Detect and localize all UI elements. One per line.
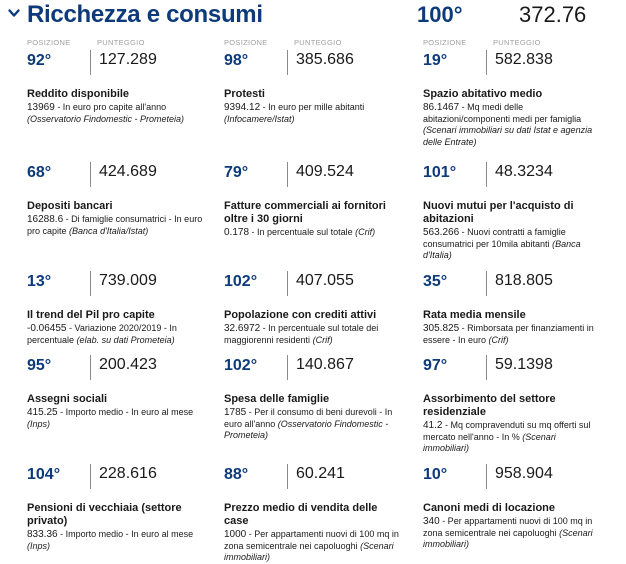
indicator-rank: 97° [423,357,448,374]
indicator-name: Pensioni di vecchiaia (settore privato) [27,502,182,527]
indicator-value: 305.825 [423,323,460,334]
score-label: PUNTEGGIO [97,38,145,47]
indicator-description [27,102,207,125]
indicator-score: 59.1398 [495,356,553,373]
indicator-score: 228.616 [99,465,157,482]
indicator-value: 16288.6 [27,214,64,225]
indicator-score: 200.423 [99,356,157,373]
position-label: POSIZIONE [423,38,467,47]
indicator-source: (Osservatorio Findomestic - Prometeia) [27,113,185,124]
indicator-rank: 10° [423,466,448,483]
indicator-rank: 92° [27,52,52,69]
indicator-rank: 68° [27,164,52,181]
score-label: PUNTEGGIO [294,38,342,47]
indicator-value: 833.36 [27,529,58,540]
indicator-unit: - Di famiglie consumatrici - In euro pro capite [27,214,203,236]
divider [287,50,288,75]
overall-rank: 100° [417,2,463,27]
overall-score: 372.76 [519,2,587,27]
indicator-description [423,420,603,455]
indicator-name: Assorbimento del settore residenziale [423,393,556,418]
indicator-unit: - In euro pro capite all'anno [54,102,167,112]
divider [90,50,91,75]
indicator-source: (Crif) [355,227,376,237]
indicator-source: (Banca d'Italia/Istat) [69,225,149,236]
indicator-card [224,259,404,346]
indicator-source: (Crif) [312,334,333,345]
divider [486,271,487,296]
indicator-description [224,227,404,239]
divider [90,162,91,187]
indicator-score: 140.867 [296,356,354,373]
indicator-score: 958.904 [495,465,553,482]
indicator-card [423,343,603,455]
indicator-description [27,407,207,430]
indicator-card [224,150,404,239]
indicator-card [27,150,207,237]
indicator-rank: 104° [27,466,61,483]
indicator-name: Rata media mensile [423,309,526,321]
indicator-name: Depositi bancari [27,200,113,212]
indicator-rank: 102° [224,357,258,374]
indicator-source: (Scenari immobiliari) [224,540,394,562]
chevron-down-icon[interactable] [8,8,20,18]
indicator-value: 0.178 [224,227,250,238]
indicator-rank: 19° [423,52,448,69]
indicator-score: 407.055 [296,272,354,289]
indicator-description [27,529,207,552]
indicator-description [224,102,404,125]
position-label: POSIZIONE [27,38,71,47]
indicator-rank: 102° [224,273,258,290]
indicator-source: (Infocamere/Istat) [224,113,295,124]
divider [287,355,288,380]
indicator-name: Fatture commerciali ai fornitori oltre i 30 giorni [224,200,386,225]
indicator-unit: - Importo medio - In euro al mese [57,529,194,539]
indicator-unit: - Rimborsata per finanziamenti in essere - In euro [423,323,594,345]
indicator-card [27,38,207,125]
indicator-description [423,102,603,148]
indicator-card [423,38,603,148]
indicator-value: 1785 [224,407,247,418]
indicator-unit: - Mq medi delle abitazioni/componenti medi per famiglia [423,102,582,124]
indicator-score: 127.289 [99,51,157,68]
indicator-value: 9394.12 [224,102,261,113]
indicator-card [423,259,603,346]
divider [90,464,91,489]
indicator-rank: 79° [224,164,249,181]
indicator-name: Assegni sociali [27,393,108,405]
indicator-score: 739.009 [99,272,157,289]
indicator-unit: - Mq compravenduti su mq offerti sul mercato nell'anno - In % [423,420,591,442]
indicator-value: -0.06455 [27,323,67,334]
indicator-card [27,259,207,346]
indicator-value: 1000 [224,529,247,540]
indicator-name: Canoni medi di locazione [423,502,556,514]
indicator-source: (elab. su dati Prometeia) [76,334,175,345]
indicator-score: 48.3234 [495,163,553,180]
indicator-unit: - Nuovi contratti a famiglie consumatrici per 10mila abitanti [423,227,566,249]
divider [287,271,288,296]
indicator-value: 86.1467 [423,102,460,113]
indicator-score: 385.686 [296,51,354,68]
indicator-name: Spazio abitativo medio [423,88,543,100]
indicator-name: Reddito disponibile [27,88,130,100]
indicator-value: 415.25 [27,407,58,418]
indicator-value: 41.2 [423,420,443,431]
indicator-source: (Crif) [488,334,509,345]
indicator-unit: - Variazione 2020/2019 - In percentuale [27,323,177,345]
indicator-score: 409.524 [296,163,354,180]
divider [486,162,487,187]
indicator-card [224,343,404,442]
indicator-source: (Scenari immobiliari su dati Istat e agenzia delle Entrate) [423,125,593,147]
section-title: Ricchezza e consumi [27,1,263,28]
indicator-description [423,516,603,551]
indicator-rank: 13° [27,273,52,290]
indicator-name: Prezzo medio di vendita delle case [224,502,378,527]
divider [486,464,487,489]
indicator-source: (Scenari immobiliari) [423,527,593,549]
indicator-rank: 35° [423,273,448,290]
indicator-card [423,150,603,262]
indicator-unit: - Per appartamenti nuovi di 100 mq in zona semicentrale nei capoluoghi [224,529,399,551]
indicator-description [224,407,404,442]
divider [486,50,487,75]
divider [287,162,288,187]
indicator-unit: - Importo medio - In euro al mese [57,407,194,417]
indicator-source: (Banca d'Italia) [423,238,581,260]
indicator-card [224,38,404,125]
position-label: POSIZIONE [224,38,268,47]
indicator-source: (Scenari immobiliari) [423,431,556,453]
indicator-source: (Osservatorio Findomestic - Prometeia) [224,418,389,440]
score-label: PUNTEGGIO [493,38,541,47]
indicator-score: 60.241 [296,465,345,482]
divider [90,271,91,296]
indicator-card [423,452,603,551]
indicator-description [423,227,603,262]
indicator-score: 582.838 [495,51,553,68]
indicator-rank: 95° [27,357,52,374]
indicator-value: 563.266 [423,227,460,238]
indicator-name: Protesti [224,88,265,100]
indicator-score: 818.805 [495,272,553,289]
indicator-name: Il trend del Pil pro capite [27,309,155,321]
indicator-unit: - In percentuale sul totale dei maggiorenni residenti [224,323,379,345]
indicator-unit: - In euro per mille abitanti [260,102,365,112]
divider [486,355,487,380]
indicator-card [224,452,404,564]
indicator-score: 424.689 [99,163,157,180]
indicator-rank: 88° [224,466,249,483]
indicator-value: 13969 [27,102,55,113]
indicator-description [224,529,404,564]
indicator-unit: - In percentuale sul totale [249,227,353,237]
indicator-name: Nuovi mutui per l'acquisto di abitazioni [423,200,574,225]
section-header [0,0,626,30]
indicator-rank: 98° [224,52,249,69]
indicator-description [27,214,207,237]
indicator-name: Spesa delle famiglie [224,393,330,405]
indicator-card [27,452,207,552]
indicator-unit: - Per appartamenti nuovi di 100 mq in zona semicentrale nei capoluoghi [423,516,593,538]
indicator-rank: 101° [423,164,457,181]
divider [90,355,91,380]
indicator-value: 32.6972 [224,323,261,334]
indicator-source: (Inps) [27,540,51,551]
indicator-value: 340 [423,516,440,527]
indicator-name: Popolazione con crediti attivi [224,309,377,321]
indicator-unit: - Per il consumo di beni durevoli - In euro all'anno [224,407,393,429]
indicator-card [27,343,207,430]
divider [287,464,288,489]
indicator-source: (Inps) [27,418,51,429]
